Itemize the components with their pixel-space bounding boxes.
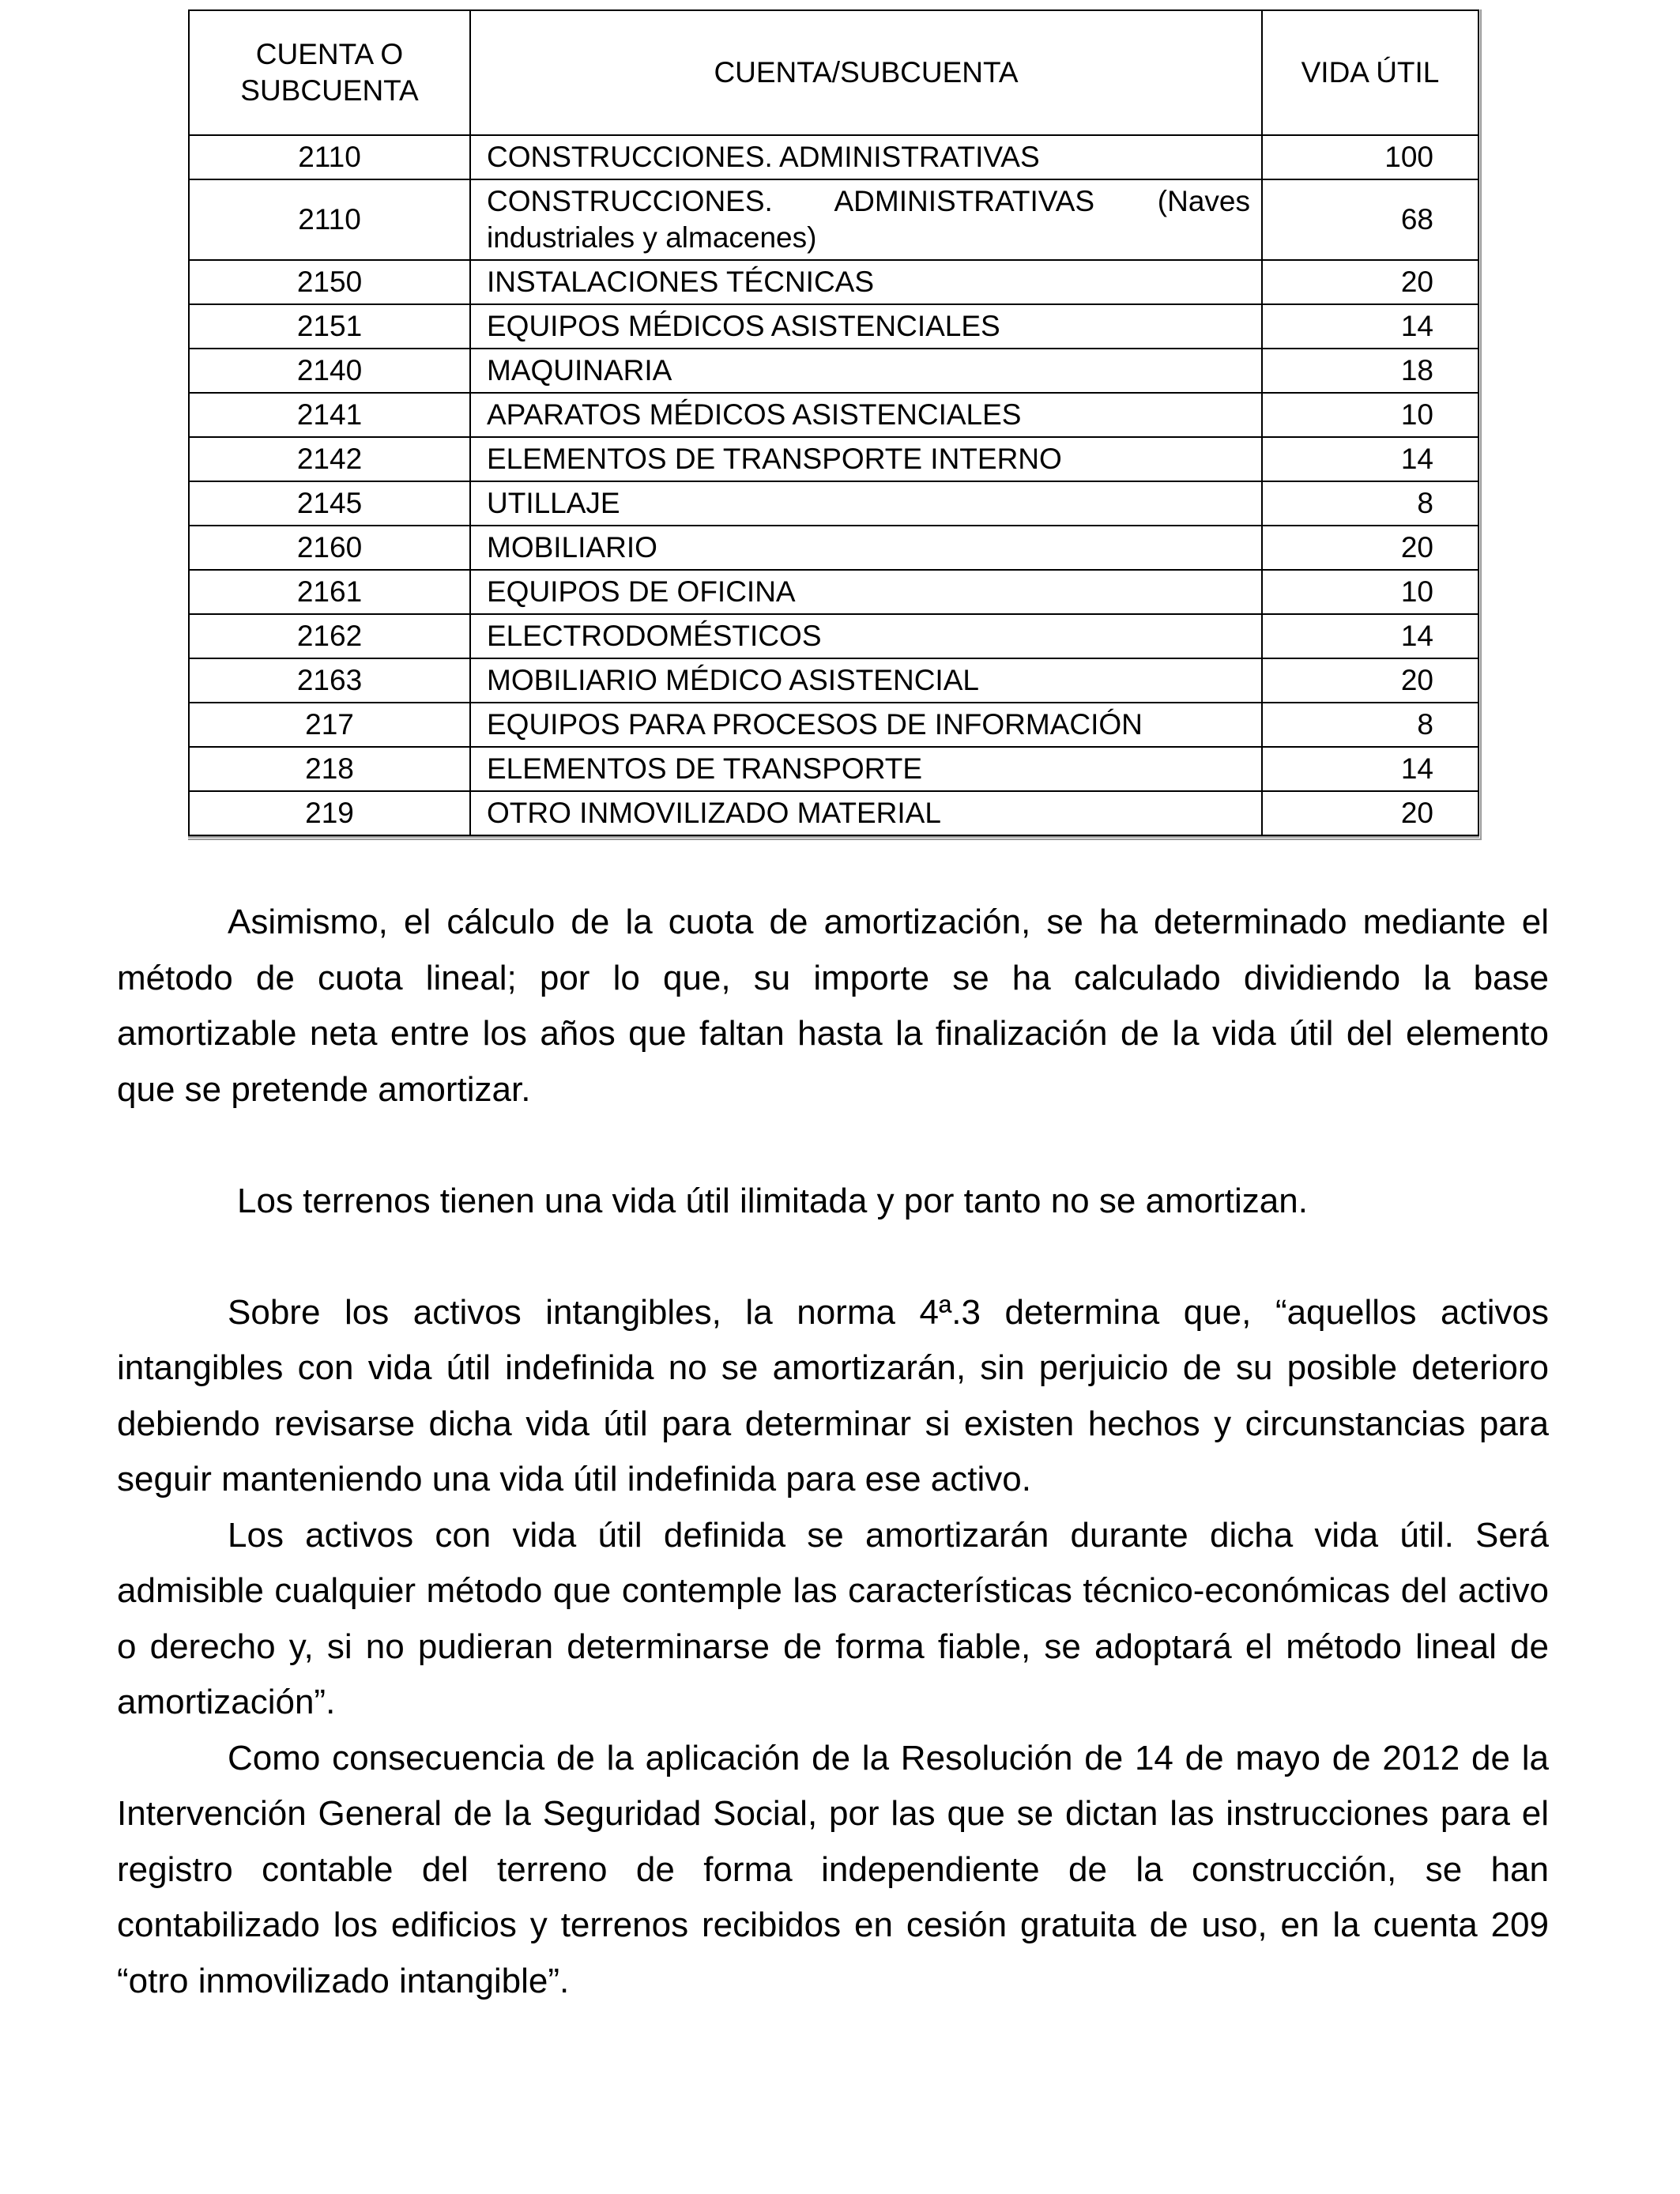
account-name: EQUIPOS MÉDICOS ASISTENCIALES (470, 304, 1262, 349)
paragraph-resolution: Como consecuencia de la aplicación de la Resolución de 14 de mayo de 2012 de la Intervención General de la Seguridad Social, por las que se dictan las instrucciones para el registro contable del terreno de forma independiente de la construcción, se han contabilizado los edificios y terrenos recibidos en cesión gratuita de uso, en la cuenta 209 “otro inmovilizado intangible”. (117, 1738, 1549, 2000)
table-row (189, 393, 1478, 437)
table-row (189, 570, 1478, 614)
account-code: 2140 (189, 349, 470, 393)
table-row (189, 703, 1478, 747)
account-name: MOBILIARIO (470, 526, 1262, 570)
account-name: APARATOS MÉDICOS ASISTENCIALES (470, 393, 1262, 437)
table-row (189, 526, 1478, 570)
account-code: 218 (189, 747, 470, 791)
account-code: 2162 (189, 614, 470, 658)
paragraph-defined-useful-life: Los activos con vida útil definida se amortizarán durante dicha vida útil. Será admisible cualquier método que contemple las características técnico-económicas del activo o derecho y, si no pudieran determinarse de forma fiable, se adoptará el método lineal de amortización”. (117, 1515, 1549, 1721)
table-row (189, 260, 1478, 304)
useful-life-years: 14 (1262, 437, 1478, 481)
account-name: ELECTRODOMÉSTICOS (470, 614, 1262, 658)
useful-life-years: 10 (1262, 393, 1478, 437)
account-code: 2160 (189, 526, 470, 570)
useful-life-years: 20 (1262, 791, 1478, 835)
useful-life-years: 10 (1262, 570, 1478, 614)
account-name: EQUIPOS PARA PROCESOS DE INFORMACIÓN (470, 703, 1262, 747)
account-code: 2150 (189, 260, 470, 304)
account-code: 2141 (189, 393, 470, 437)
header-useful-life: VIDA ÚTIL (1262, 10, 1478, 135)
account-code: 2151 (189, 304, 470, 349)
account-code: 217 (189, 703, 470, 747)
account-name: ELEMENTOS DE TRANSPORTE INTERNO (470, 437, 1262, 481)
account-code: 2145 (189, 481, 470, 526)
useful-life-years: 18 (1262, 349, 1478, 393)
account-code: 2163 (189, 658, 470, 703)
useful-life-years: 20 (1262, 526, 1478, 570)
table-row (189, 304, 1478, 349)
account-name: CONSTRUCCIONES. ADMINISTRATIVAS (470, 135, 1262, 179)
useful-life-years: 20 (1262, 260, 1478, 304)
account-code: 2161 (189, 570, 470, 614)
paragraph-intangible-assets: Sobre los activos intangibles, la norma 4ª.3 determina que, “aquellos activos intangibles con vida útil indefinida no se amortizarán, sin perjuicio de su posible deterioro debiendo revisarse dicha vida útil para determinar si existen hechos y circunstancias para seguir manteniendo una vida útil indefinida para ese activo. (117, 1292, 1549, 1498)
useful-life-years: 14 (1262, 614, 1478, 658)
account-name: UTILLAJE (470, 481, 1262, 526)
account-name: INSTALACIONES TÉCNICAS (470, 260, 1262, 304)
table-row (189, 349, 1478, 393)
header-account-code: CUENTA O SUBCUENTA (189, 10, 470, 135)
account-code: 219 (189, 791, 470, 835)
account-code: 2110 (189, 135, 470, 179)
account-name: EQUIPOS DE OFICINA (470, 570, 1262, 614)
useful-life-table-container (188, 9, 1482, 840)
header-account-name: CUENTA/SUBCUENTA (470, 10, 1262, 135)
account-code: 2110 (189, 179, 470, 260)
table-row (189, 791, 1478, 835)
account-name: OTRO INMOVILIZADO MATERIAL (470, 791, 1262, 835)
table-row (189, 437, 1478, 481)
account-name: MOBILIARIO MÉDICO ASISTENCIAL (470, 658, 1262, 703)
table-row (189, 614, 1478, 658)
useful-life-table (188, 9, 1479, 836)
paragraph-land: Los terrenos tienen una vida útil ilimitada y por tanto no se amortizan. (237, 1181, 1308, 1220)
table-row (189, 135, 1478, 179)
useful-life-years: 68 (1262, 179, 1478, 260)
table-row (189, 179, 1478, 260)
account-name: ELEMENTOS DE TRANSPORTE (470, 747, 1262, 791)
table-row (189, 658, 1478, 703)
document-body (117, 895, 1549, 2009)
table-row (189, 747, 1478, 791)
useful-life-years: 8 (1262, 703, 1478, 747)
table-row (189, 481, 1478, 526)
account-name: CONSTRUCCIONES. ADMINISTRATIVAS (Naves industriales y almacenes) (470, 179, 1262, 260)
useful-life-years: 14 (1262, 747, 1478, 791)
useful-life-years: 14 (1262, 304, 1478, 349)
account-name: MAQUINARIA (470, 349, 1262, 393)
table-header-row (189, 10, 1478, 135)
useful-life-years: 20 (1262, 658, 1478, 703)
useful-life-years: 8 (1262, 481, 1478, 526)
useful-life-years: 100 (1262, 135, 1478, 179)
account-code: 2142 (189, 437, 470, 481)
paragraph-amortization-method: Asimismo, el cálculo de la cuota de amortización, se ha determinado mediante el método de cuota lineal; por lo que, su importe se ha calculado dividiendo la base amortizable neta entre los años que faltan hasta la finalización de la vida útil del elemento que se pretende amortizar. (117, 903, 1549, 1109)
